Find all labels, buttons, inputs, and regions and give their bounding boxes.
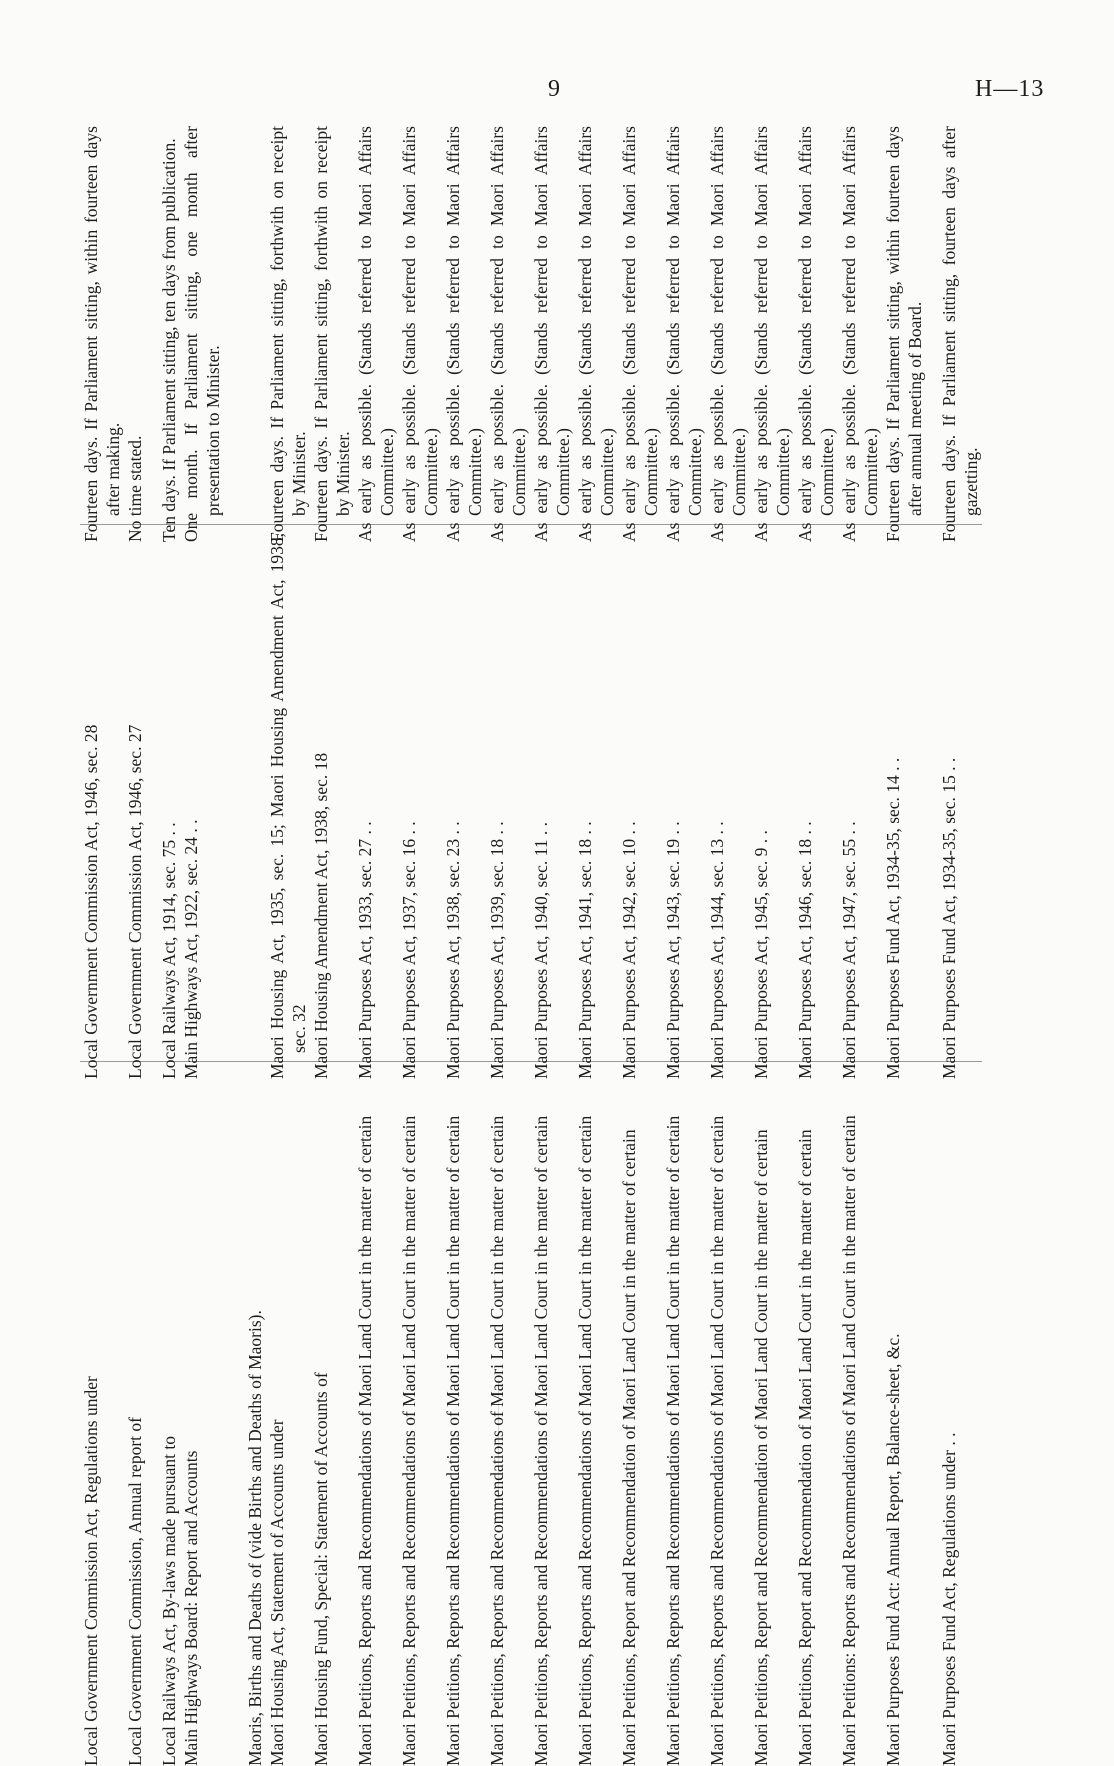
period-cell (244, 118, 266, 525)
authority-cell: Maori Purposes Act, 1940, sec. 11 . . (530, 525, 574, 1062)
subject-cell: Maori Purposes Fund Act, Regulations under . . (939, 1432, 959, 1766)
period-cell: Fourteen days. If Parliament sitting, fourteen days after gazetting. (938, 118, 982, 525)
authority-cell: Maori Purposes Act, 1942, sec. 10 . . (618, 525, 662, 1062)
authority-cell: Local Railways Act, 1914, sec. 75 . . (158, 525, 180, 1062)
table-row (266, 118, 310, 1740)
page-number: 9 (548, 76, 561, 102)
subject-cell: Maori Petitions, Reports and Recommendations of Maori Land Court in the matter of certain (531, 1115, 551, 1766)
period-cell: As early as possible. (Stands referred to Maori Affairs Committee.) (706, 118, 750, 525)
authority-cell: Maori Purposes Act, 1938, sec. 23 . . (442, 525, 486, 1062)
subject-cell: Main Highways Board: Report and Accounts (181, 1450, 201, 1766)
table-row (486, 118, 530, 1740)
authority-cell: Local Government Commission Act, 1946, sec. 27 (124, 525, 146, 1062)
authority-cell: Maori Purposes Fund Act, 1934-35, sec. 14 . . (882, 525, 926, 1062)
subject-cell: Maoris, Births and Deaths of (vide Births and Deaths of Maoris). (245, 1310, 265, 1766)
table-row (244, 118, 266, 1740)
period-cell: Fourteen days. If Parliament sitting, within fourteen days after annual meeting of Board. (882, 118, 926, 525)
table-row (310, 118, 354, 1740)
authority-cell: Local Government Commission Act, 1946, sec. 28 (80, 525, 124, 1062)
table-row (80, 118, 124, 1740)
page-reference: H—13 (975, 76, 1045, 102)
subject-cell: Maori Purposes Fund Act: Annual Report, Balance-sheet, &c. (883, 1333, 903, 1766)
authority-cell: Maori Purposes Act, 1933, sec. 27 . . (354, 525, 398, 1062)
subject-cell: Maori Housing Fund, Special: Statement of Accounts of (311, 1372, 331, 1766)
authority-cell: Main Highways Act, 1922, sec. 24 . . (180, 525, 224, 1062)
period-cell: As early as possible. (Stands referred to Maori Affairs Committee.) (574, 118, 618, 525)
table-row (574, 118, 618, 1740)
row-spacer (224, 118, 244, 1740)
table-row (706, 118, 750, 1740)
period-cell: As early as possible. (Stands referred to Maori Affairs Committee.) (750, 118, 794, 525)
authority-cell: Maori Purposes Act, 1946, sec. 18 . . (794, 525, 838, 1062)
period-cell: No time stated. (124, 118, 146, 525)
table-row (618, 118, 662, 1740)
authority-cell: Maori Purposes Act, 1939, sec. 18 . . (486, 525, 530, 1062)
authority-cell (244, 525, 266, 1062)
authority-cell: Maori Purposes Act, 1941, sec. 18 . . (574, 525, 618, 1062)
subject-cell: Local Government Commission, Annual report of (125, 1417, 145, 1766)
subject-cell: Maori Petitions, Report and Recommendation of Maori Land Court in the matter of certain (619, 1129, 639, 1766)
table-row (442, 118, 486, 1740)
period-cell: Fourteen days. If Parliament sitting, forthwith on receipt by Minister. (310, 118, 354, 525)
row-spacer (926, 118, 938, 1740)
period-cell: Ten days. If Parliament sitting, ten days from publication. (158, 118, 180, 525)
authority-cell: Maori Purposes Act, 1943, sec. 19 . . (662, 525, 706, 1062)
authority-cell: Maori Purposes Act, 1937, sec. 16 . . (398, 525, 442, 1062)
table-row (750, 118, 794, 1740)
subject-cell: Maori Petitions, Reports and Recommendations of Maori Land Court in the matter of certain (575, 1115, 595, 1766)
subject-cell: Local Government Commission Act, Regulations under (81, 1376, 101, 1766)
papers-table (80, 118, 982, 1766)
subject-cell: Maori Petitions, Reports and Recommendations of Maori Land Court in the matter of certain (487, 1115, 507, 1766)
authority-cell: Maori Housing Amendment Act, 1938, sec. 18 (310, 525, 354, 1062)
row-spacer (146, 118, 158, 1740)
authority-cell: Maori Purposes Act, 1945, sec. 9 . . (750, 525, 794, 1062)
subject-cell: Local Railways Act, By-laws made pursuant to (159, 1436, 179, 1766)
subject-cell: Maori Petitions: Reports and Recommendations of Maori Land Court in the matter of certain (839, 1115, 859, 1766)
period-cell: Fourteen days. If Parliament sitting, within fourteen days after making. (80, 118, 124, 525)
authority-cell: Maori Housing Act, 1935, sec. 15; Maori Housing Amendment Act, 1938, sec. 32 (266, 525, 310, 1062)
period-cell: As early as possible. (Stands referred to Maori Affairs Committee.) (618, 118, 662, 525)
subject-cell: Maori Petitions, Reports and Recommendations of Maori Land Court in the matter of certain (399, 1115, 419, 1766)
table-row (662, 118, 706, 1740)
period-cell: As early as possible. (Stands referred to Maori Affairs Committee.) (486, 118, 530, 525)
subject-cell: Maori Petitions, Reports and Recommendations of Maori Land Court in the matter of certain (663, 1115, 683, 1766)
authority-cell: Maori Purposes Act, 1947, sec. 55 . . (838, 525, 882, 1062)
period-cell: As early as possible. (Stands referred to Maori Affairs Committee.) (794, 118, 838, 525)
subject-cell: Maori Petitions, Reports and Recommendations of Maori Land Court in the matter of certain (443, 1115, 463, 1766)
rotated-table-container (80, 126, 981, 1766)
authority-cell: Maori Purposes Fund Act, 1934-35, sec. 15 . . (938, 525, 982, 1062)
table-row (124, 118, 146, 1740)
subject-cell: Maori Petitions, Report and Recommendation of Maori Land Court in the matter of certain (795, 1129, 815, 1766)
period-cell: As early as possible. (Stands referred to Maori Affairs Committee.) (354, 118, 398, 525)
table-row (398, 118, 442, 1740)
authority-cell: Maori Purposes Act, 1944, sec. 13 . . (706, 525, 750, 1062)
table-row (158, 118, 180, 1740)
period-cell: As early as possible. (Stands referred to Maori Affairs Committee.) (662, 118, 706, 525)
subject-cell: Maori Petitions, Reports and Recommendations of Maori Land Court in the matter of certain (355, 1115, 375, 1766)
period-cell: As early as possible. (Stands referred to Maori Affairs Committee.) (530, 118, 574, 525)
table-row (794, 118, 838, 1740)
table-row (882, 118, 926, 1740)
table-row (530, 118, 574, 1740)
period-cell: As early as possible. (Stands referred to Maori Affairs Committee.) (442, 118, 486, 525)
period-cell: As early as possible. (Stands referred to Maori Affairs Committee.) (838, 118, 882, 525)
table-row (938, 118, 982, 1740)
subject-cell: Maori Petitions, Report and Recommendation of Maori Land Court in the matter of certain (751, 1129, 771, 1766)
subject-cell: Maori Housing Act, Statement of Accounts under (267, 1419, 287, 1766)
period-cell: As early as possible. (Stands referred to Maori Affairs Committee.) (398, 118, 442, 525)
table-row (354, 118, 398, 1740)
table-row (180, 118, 224, 1740)
table-row (838, 118, 882, 1740)
period-cell: One month. If Parliament sitting, one month after presentation to Minister. (180, 118, 224, 525)
subject-cell: Maori Petitions, Reports and Recommendations of Maori Land Court in the matter of certain (707, 1115, 727, 1766)
period-cell: Fourteen days. If Parliament sitting, forthwith on receipt by Minister. (266, 118, 310, 525)
